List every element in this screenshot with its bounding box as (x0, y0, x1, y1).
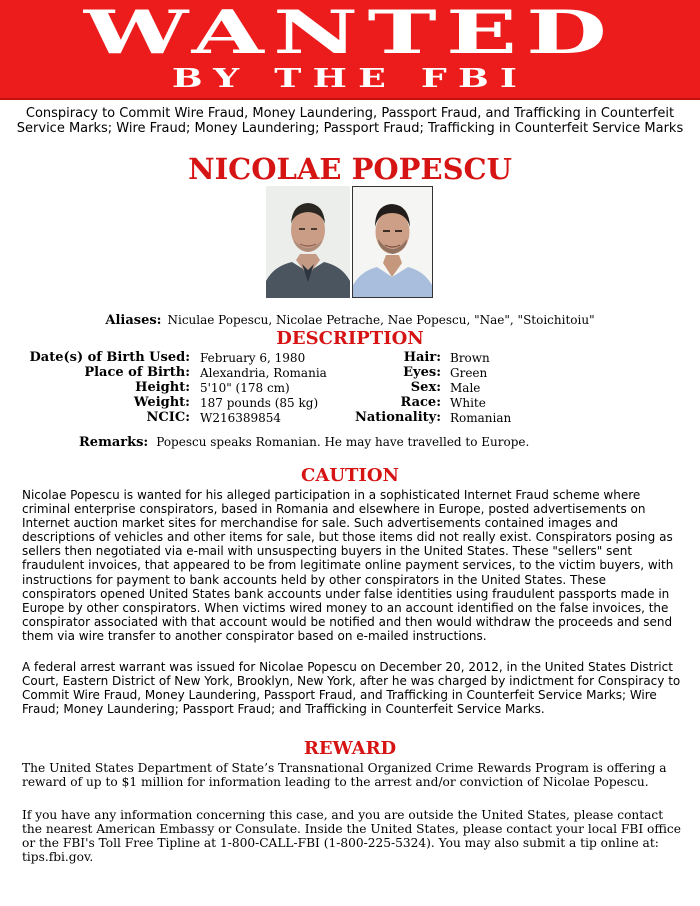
hair-label: Hair: (403, 350, 441, 365)
caution-paragraph-2: A federal arrest warrant was issued for Nicolae Popescu on December 20, 2012, in the United States District Court, Eastern District of New York, Brooklyn, New York, after he was charged by indictment for Conspiracy to Commit Wire Fraud, Money Laundering, Passport Fraud, and Trafficking in Counterfeit Service Marks; Wire Fraud; Money Laundering; Passport Fraud; and Trafficking in Counterfeit Service Marks. (22, 660, 681, 717)
remarks-value: Popescu speaks Romanian. He may have travelled to Europe. (156, 435, 530, 449)
sex-label: Sex: (410, 380, 441, 395)
remarks-row (79, 435, 529, 450)
nationality-label: Nationality: (354, 410, 441, 425)
fugitive-photo-2 (352, 186, 433, 298)
caution-paragraph-1: Nicolae Popescu is wanted for his alleged participation in a sophisticated Internet Fraud scheme where criminal enterprise conspirators, based in Romania and elsewhere in Europe, posted advertisements on Internet auction market sites for merchandise for sale. Such advertisements contained images and descriptions of vehicles and other items for sale, but those items did not really exist. Conspirators posing as sellers then negotiated via e-mail with unsuspecting buyers in the United States. These "sellers" sent fraudulent invoices, that appeared to be from legitimate online payment services, to the victim buyers, with instructions for payment to bank accounts held by other conspirators in the United States. These conspirators opened United States bank accounts under false identities using fraudulent passports made in Europe by other conspirators. When victims wired money to an account identified on the false invoices, the conspirator associated with that account would be notified and then would withdraw the proceeds and send them via wire transfer to another conspirator based on e-mailed instructions. (22, 488, 674, 643)
by-the-fbi-subtitle: BY THE FBI (171, 64, 529, 94)
charges-text: Conspiracy to Commit Wire Fraud, Money Laundering, Passport Fraud, and Trafficking in Counterfeit Service Marks; Wire Fraud; Money Laundering; Passport Fraud; Trafficking in Counterfeit Service Marks (16, 106, 684, 136)
place-of-birth-label: Place of Birth: (84, 365, 190, 380)
portrait-illustration-1 (266, 186, 350, 298)
aliases-value: Niculae Popescu, Nicolae Petrache, Nae Popescu, "Nae", "Stoichitoiu" (167, 313, 595, 327)
ncic-value: W216389854 (200, 411, 282, 425)
reward-text: The United States Department of State’s Transnational Organized Crime Rewards Program is offering a reward of up to $1 million for information leading to the arrest and/or conviction of Nicolae Popescu. (22, 761, 667, 790)
remarks-label: Remarks: (79, 435, 149, 450)
weight-label: Weight: (133, 395, 190, 410)
eyes-value: Green (450, 366, 488, 380)
aliases-label: Aliases: (105, 313, 162, 328)
portrait-illustration-2 (353, 187, 432, 297)
sex-value: Male (450, 381, 481, 395)
height-value: 5'10" (178 cm) (200, 381, 290, 395)
wanted-title: WANTED (83, 0, 617, 68)
wanted-banner (0, 0, 700, 100)
hair-value: Brown (450, 351, 490, 365)
description-heading: DESCRIPTION (276, 328, 424, 349)
caution-heading: CAUTION (301, 465, 399, 486)
place-of-birth-value: Alexandria, Romania (200, 366, 327, 380)
race-label: Race: (400, 395, 441, 410)
dob-value: February 6, 1980 (200, 351, 306, 365)
nationality-value: Romanian (450, 411, 512, 425)
fugitive-photo-1 (266, 186, 350, 298)
ncic-label: NCIC: (146, 410, 190, 425)
aliases-row (0, 313, 700, 328)
fugitive-name: NICOLAE POPESCU (188, 152, 512, 186)
height-label: Height: (135, 380, 190, 395)
contact-text: If you have any information concerning this case, and you are outside the United States, please contact the nearest American Embassy or Consulate. Inside the United States, please contact your local FBI office or the FBI's Toll Free Tipline at 1-800-CALL-FBI (1-800-225-5324). You may also submit a tip online at: tips.fbi.gov. (22, 808, 681, 865)
weight-value: 187 pounds (85 kg) (200, 396, 319, 410)
race-value: White (450, 396, 486, 410)
dob-label: Date(s) of Birth Used: (29, 350, 190, 365)
eyes-label: Eyes: (403, 365, 441, 380)
reward-heading: REWARD (303, 738, 397, 759)
